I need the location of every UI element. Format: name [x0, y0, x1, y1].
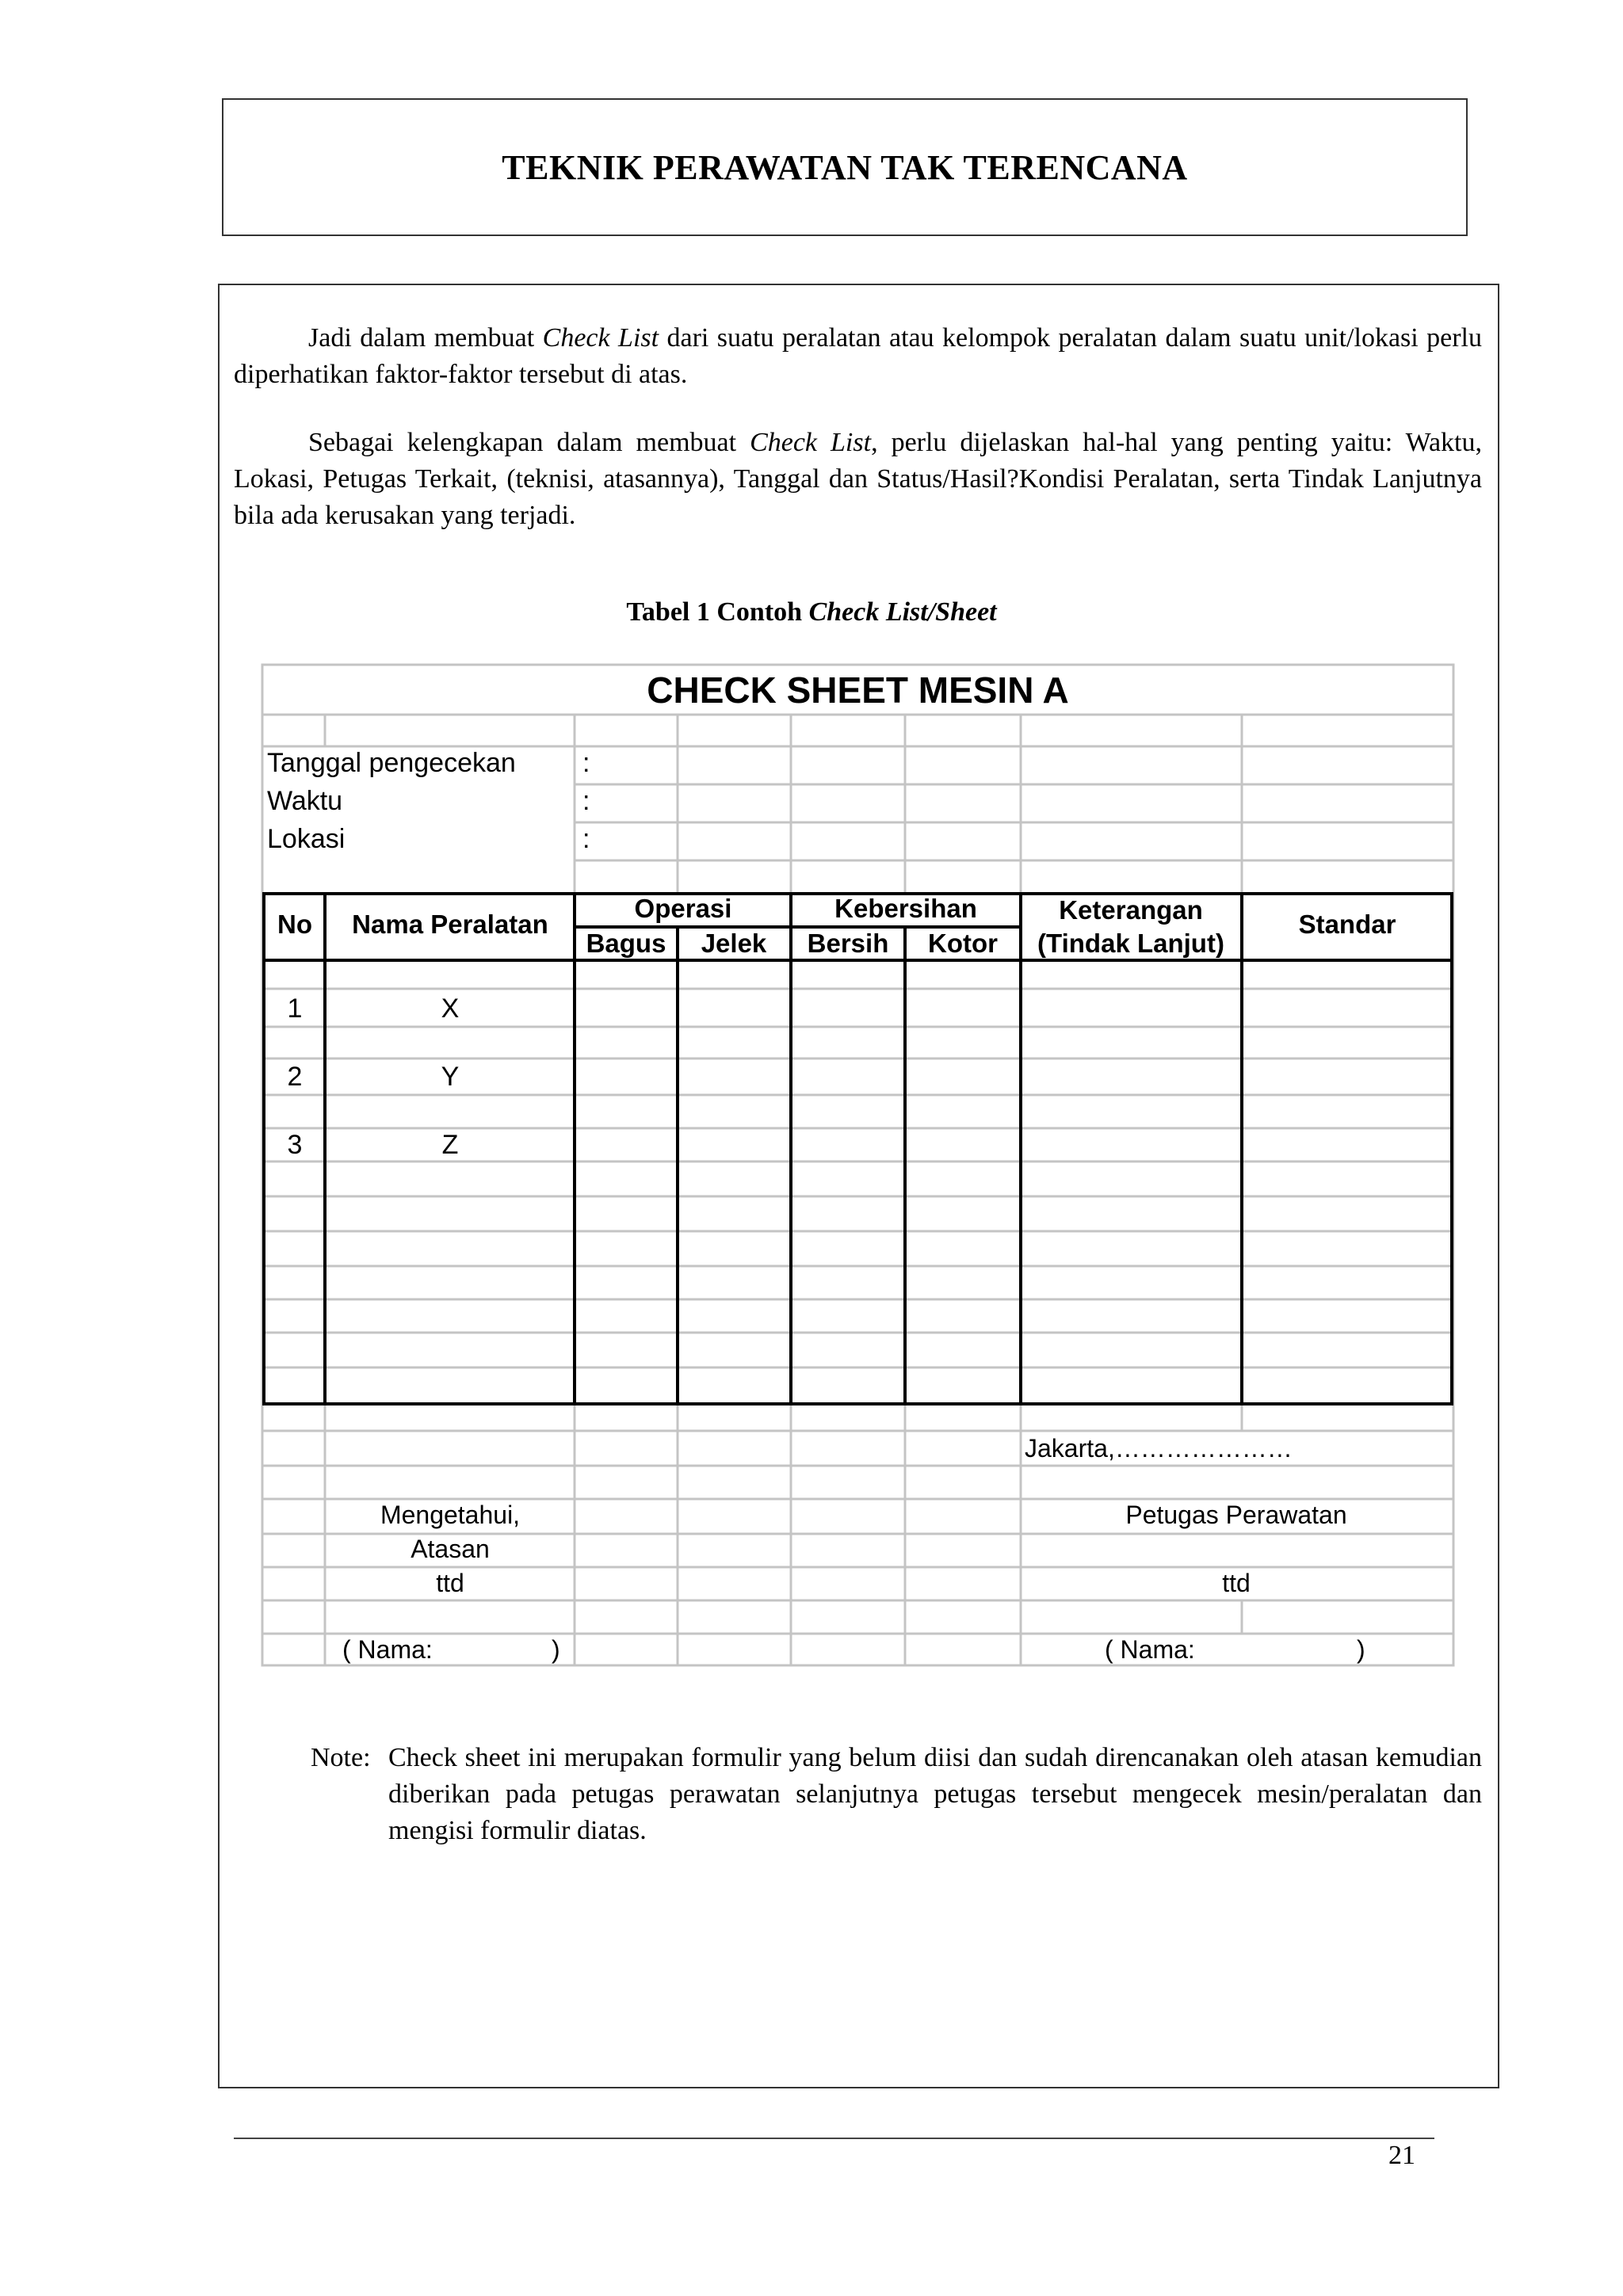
left-name-close: ) [552, 1635, 560, 1664]
page-header-title: TEKNIK PERAWATAN TAK TERENCANA [502, 147, 1188, 187]
field-colon-waktu: : [582, 786, 590, 816]
page-number: 21 [1388, 2141, 1415, 2170]
check-sheet-title: CHECK SHEET MESIN A [647, 669, 1069, 711]
field-label-waktu: Waktu [267, 786, 343, 816]
header-keterangan: Keterangan [1059, 895, 1203, 925]
para1-pre: Jadi dalam membuat [308, 323, 543, 353]
right-title-petugas: Petugas Perawatan [1125, 1501, 1347, 1529]
note-label: Note: [311, 1743, 371, 1772]
field-label-tanggal: Tanggal pengecekan [267, 748, 516, 778]
header-kotor: Kotor [928, 929, 998, 958]
table-caption-em: Check List/Sheet [808, 597, 997, 627]
para2-em: Check List [750, 428, 872, 457]
row-2-no: 2 [287, 1062, 303, 1092]
table-caption-prefix: Tabel 1 Contoh [626, 597, 809, 627]
right-name-close: ) [1357, 1635, 1365, 1664]
header-standar: Standar [1298, 910, 1396, 939]
row-1-name: X [441, 994, 460, 1024]
city-date: Jakarta,………………… [1025, 1434, 1293, 1463]
left-title-atasan: Atasan [411, 1535, 490, 1563]
left-sign-ttd: ttd [436, 1569, 464, 1597]
para2-post: , perlu dijelaskan hal-hal yang penting yaitu: Waktu, Lokasi, Petugas Terkait, (teknisi, atasannya), Tanggal dan Status/Hasil?Kondisi Peralatan, serta Tindak Lanjutnya bila ada kerusakan yang terjadi. [234, 428, 1482, 530]
right-name-open: ( Nama: [1105, 1635, 1195, 1664]
header-bersih: Bersih [807, 929, 889, 958]
paragraph-1 [234, 320, 1482, 393]
header-bagus: Bagus [586, 929, 666, 958]
right-sign-ttd: ttd [1222, 1569, 1251, 1597]
header-no: No [277, 910, 312, 939]
note-text: Check sheet ini merupakan formulir yang belum diisi dan sudah direncanakan oleh atasan kemudian diberikan pada petugas perawatan selanjutnya petugas tersebut mengecek mesin/peralatan dan mengisi formulir diatas. [388, 1743, 1482, 1845]
row-3-name: Z [441, 1130, 459, 1160]
header-nama-peralatan: Nama Peralatan [352, 910, 548, 939]
paragraph-2 [234, 425, 1482, 534]
row-2-name: Y [441, 1062, 460, 1092]
header-tindak-lanjut: (Tindak Lanjut) [1037, 929, 1224, 958]
footer-divider [234, 2138, 1434, 2139]
left-title-mengetahui: Mengetahui, [380, 1501, 521, 1529]
header-operasi: Operasi [634, 894, 732, 923]
field-label-lokasi: Lokasi [267, 824, 346, 854]
para2-pre: Sebagai kelengkapan dalam membuat [308, 428, 750, 457]
header-kebersihan: Kebersihan [834, 894, 977, 923]
left-name-open: ( Nama: [342, 1635, 433, 1664]
field-colon-tanggal: : [582, 748, 590, 778]
para1-em: Check List [542, 323, 659, 353]
row-3-no: 3 [287, 1130, 303, 1160]
header-box [222, 98, 1468, 236]
row-1-no: 1 [287, 994, 303, 1024]
para1-post: dari suatu peralatan atau kelompok peralatan dalam suatu unit/lokasi perlu diperhatikan faktor-faktor tersebut di atas. [234, 323, 1483, 389]
table-caption [0, 597, 1623, 627]
field-colon-lokasi: : [582, 824, 590, 854]
header-jelek: Jelek [701, 929, 767, 958]
